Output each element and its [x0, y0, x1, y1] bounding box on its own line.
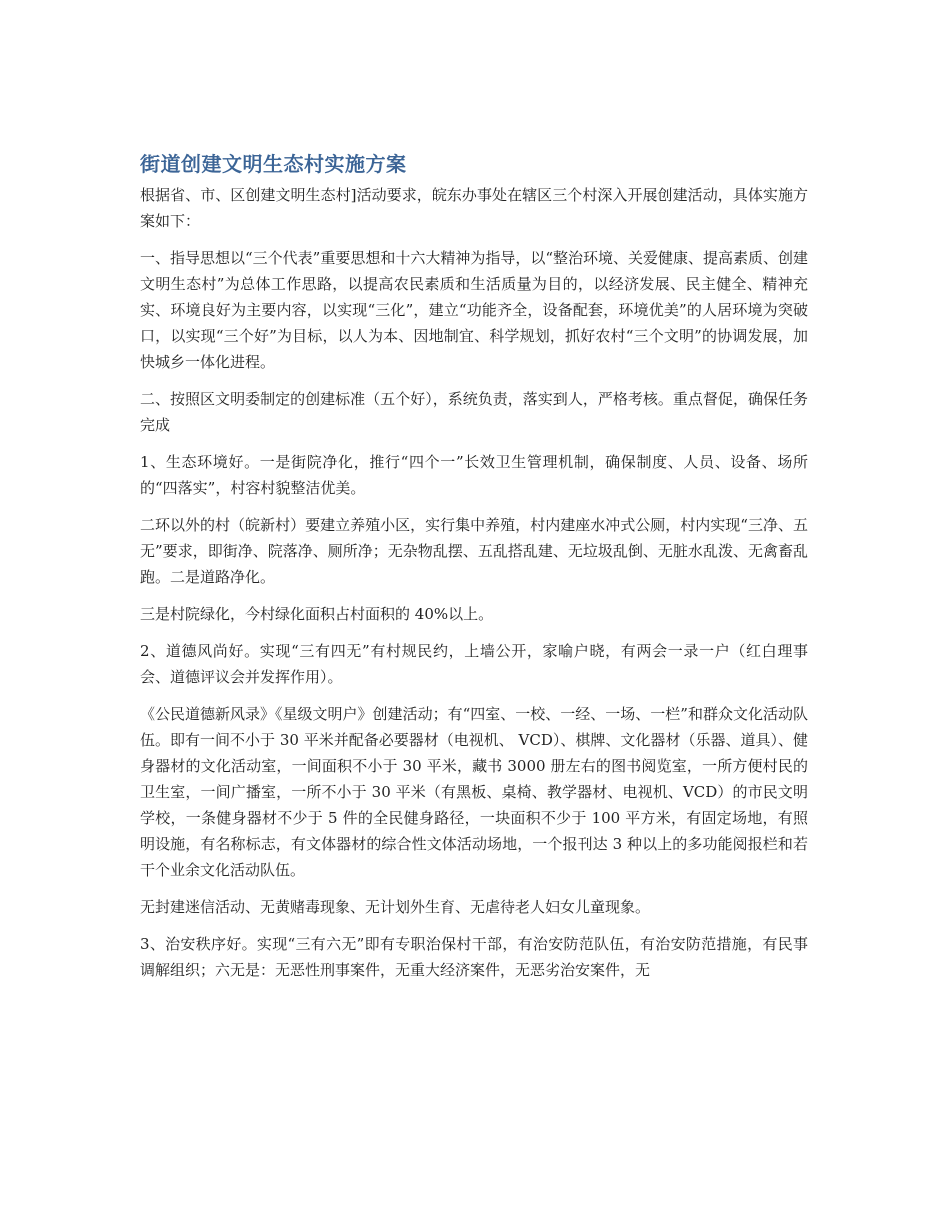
- paragraph-public-order: 3、治安秩序好。实现“三有六无”即有专职治保村干部，有治安防范队伍，有治安防范措施，有民事调解组织；六无是：无恶性刑事案件，无重大经济案件，无恶劣治安案件，无: [140, 935, 808, 979]
- paragraph-morality: 2、道德风尚好。实现“三有四无”有村规民约，上墙公开，家喻户晓，有两会一录一户（红白理事会、道德评议会并发挥作用）。: [140, 642, 808, 686]
- paragraph-four-nos: 无封建迷信活动、无黄赌毒现象、无计划外生育、无虐待老人妇女儿童现象。: [140, 898, 651, 916]
- paragraph-intro: 根据省、市、区创建文明生态村]活动要求，皖东办事处在辖区三个村深入开展创建活动，具体实施方案如下：: [140, 186, 808, 230]
- document-title: 街道创建文明生态村实施方案: [140, 152, 407, 176]
- paragraph-ecology: 1、生态环境好。一是街院净化，推行“四个一”长效卫生管理机制，确保制度、人员、设备、场所的“四落实”，村容村貌整洁优美。: [140, 453, 808, 497]
- paragraph-culture-facilities: 《公民道德新风录》《星级文明户》创建活动；有“四室、一校、一经、一场、一栏”和群众文化活动队伍。即有一间不小于 30 平米并配备必要器材（电视机、 VCD）、棋牌、文化器材（乐器、道具）、健身器材的文化活动室，一间面积不小于 30 平米，藏书 3000 册左右的图书阅览室，一所方便村民的卫生室，一间广播室，一所不小于 30 平米（有黑板、桌椅、教学器材、电视机、VCD）的市民文明学校，一条健身器材不少于 5 件的全民健身路径，一块面积不少于 100 平方米，有固定场地，有照明设施，有名称标志，有文体器材的综合性文体活动场地，一个报刊达 3 种以上的多功能阅报栏和若干个业余文化活动队伍。: [140, 705, 808, 879]
- document-body: [140, 150, 808, 994]
- paragraph-standards: 二、按照区文明委制定的创建标准（五个好），系统负责，落实到人，严格考核。重点督促，确保任务完成: [140, 390, 808, 434]
- paragraph-guiding-ideology: 一、指导思想以“三个代表”重要思想和十六大精神为指导，以“整治环境、关爱健康、提高素质、创建文明生态村”为总体工作思路，以提高农民素质和生活质量为目的，以经济发展、民主健全、精神充实、环境良好为主要内容，以实现“三化”，建立“功能齐全，设备配套，环境优美”的人居环境为突破口，以实现“三个好”为目标，以人为本、因地制宜、科学规划，抓好农村“三个文明”的协调发展，加快城乡一体化进程。: [140, 249, 809, 371]
- paragraph-greening: 三是村院绿化，今村绿化面积占村面积的 40%以上。: [140, 605, 494, 623]
- paragraph-second-ring: 二环以外的村（皖新村）要建立养殖小区，实行集中养殖，村内建座水冲式公厕，村内实现“三净、五无”要求，即街净、院落净、厕所净；无杂物乱摆、五乱搭乱建、无垃圾乱倒、无脏水乱泼、无禽畜乱跑。二是道路净化。: [140, 516, 808, 586]
